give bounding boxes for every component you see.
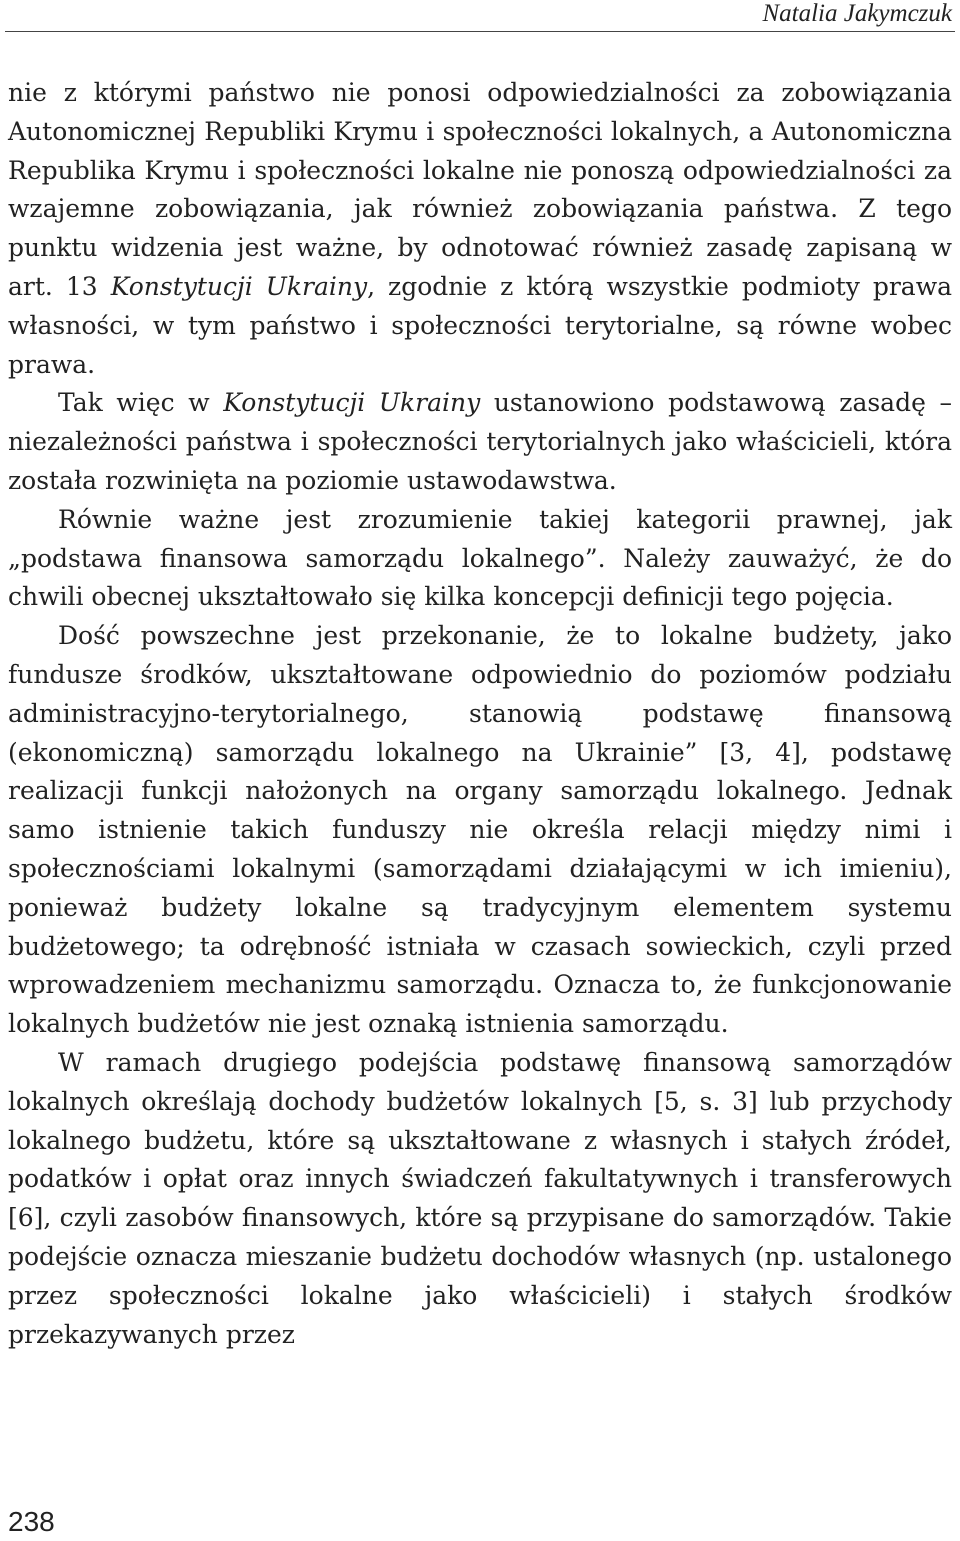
text-segment: Dość powszechne jest przekonanie, że to lokalne budżety, jako fundusze środków, ukształtowane odpowiednio do poziomów podziału administracyjno-terytorialnego, stanowią podstawę finansową (ekonomiczną) samorządu lokalnego na Ukrainie” [3, 4], podstawę realizacji funkcji nałożonych na organy samorządu lokalnego. Jednak samo istnienie takich funduszy nie określa relacji między nimi i społecznościami lokalnymi (samorządami działającymi w ich imieniu), ponieważ budżety lokalne są tradycyjnym elementem systemu budżetowego; ta odrębność istniała w czasach sowieckich, czyli przed wprowadzeniem mechanizmu samorządu. Oznacza to, że funkcjonowanie lokalnych budżetów nie jest oznaką istnienia samorządu. <box>8 621 952 1039</box>
text-segment: , zgodnie z którą wszystkie podmioty prawa własności, w tym państwo i społeczności terytorialne, są równe wobec prawa. <box>8 271 952 379</box>
header-author: Natalia Jakymczuk <box>762 0 952 27</box>
text-segment-italic: Konstytucji Ukrainy <box>110 271 368 301</box>
text-segment: Tak więc w <box>58 388 224 418</box>
body-text <box>8 74 952 1354</box>
paragraph-4 <box>8 617 952 1044</box>
text-segment: ustanowiono podstawową zasadę – niezależności państwa i społeczności terytorialnych jako właścicieli, która została rozwinięta na poziomie ustawodawstwa. <box>8 388 953 495</box>
page-number: 238 <box>8 1506 55 1537</box>
paragraph-5 <box>8 1044 952 1354</box>
text-segment: W ramach drugiego podejścia podstawę finansową samorządów lokalnych określają dochody budżetów lokalnych [5, s. 3] lub przychody lokalnego budżetu, które są ukształtowane z własnych i stałych źródeł, podatków i opłat oraz innych świadczeń fakultatywnych i transferowych [6], czyli zasobów finansowych, które są przypisane do samorządów. Takie podejście oznacza mieszanie budżetu dochodów własnych (np. ustalonego przez społeczności lokalne jako właścicieli) i stałych środków przekazywanych przez <box>8 1047 952 1349</box>
paragraph-3 <box>8 501 952 617</box>
paragraph-1 <box>8 74 952 384</box>
running-header <box>0 0 960 34</box>
header-rule <box>5 31 955 32</box>
text-segment: Równie ważne jest zrozumienie takiej kategorii prawnej, jak „podstawa finansowa samorządu lokalnego”. Należy zauważyć, że do chwili obecnej ukształtowało się kilka koncepcji definicji tego pojęcia. <box>8 504 952 612</box>
text-segment: nie z którymi państwo nie ponosi odpowiedzialności za zobowiązania Autonomicznej Republiki Krymu i społeczności lokalnych, a Autonomiczna Republika Krymu i społeczności lokalne nie ponoszą odpowiedzialności za wzajemne zobowiązania, jak również zobowiązania państwa. Z tego punktu widzenia jest ważne, by odnotować również zasadę zapisaną w art. 13 <box>8 78 952 301</box>
text-segment-italic: Konstytucji Ukrainy <box>223 388 481 418</box>
paragraph-2 <box>8 384 952 500</box>
